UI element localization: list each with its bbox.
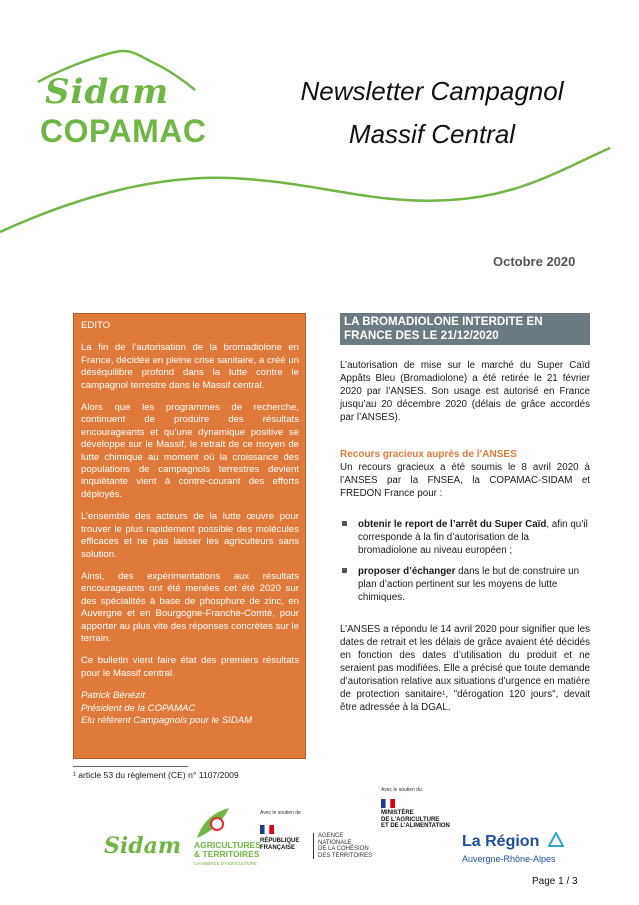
anct-line3: DE LA COHÉSION [318, 846, 369, 852]
ministere-agriculture-logo [381, 810, 450, 830]
article-paragraph-text: Un recours gracieux a été soumis le 8 avril 2020 à l’ANSES par la FNSEA, la COPAMAC-SIDAM et FREDON France pour : [340, 462, 590, 499]
footnote-divider [73, 766, 188, 767]
region-triangle-icon [548, 832, 564, 847]
bullet-text: dans le but de construire un plan d’action pertinent sur les moyens de lutte chimiques. [358, 566, 580, 603]
bullet-list [340, 518, 590, 612]
agri-line1: AGRICULTURES [194, 840, 261, 850]
sidam-logo: Sidam [45, 72, 170, 112]
article-paragraph-1 [340, 359, 590, 424]
agri-line2: & TERRITOIRES [194, 849, 260, 859]
agri-line3: CHAMBRES D'AGRICULTURE [194, 861, 257, 866]
edito-heading: EDITO [81, 320, 111, 331]
article-paragraph-text: L’ANSES a répondu le 14 avril 2020 pour signifier que les dates de retrait et les délais de grâce avaient été décidés en fonction des dates d’utilisation du produit et ne seraient pas modifiées. Elle a précisé que toute demande d’autorisation relative aux situations d’urgence en matière de protection sanitaire¹, "dérogation 120 jours", devait être adressée à la DGAL. [340, 624, 590, 713]
rf-line2: FRANÇAISE [260, 844, 296, 851]
article-subheading: Recours gracieux auprès de l’ANSES [340, 449, 517, 460]
anct-line2: NATIONALE [318, 839, 352, 846]
anct-logo [313, 833, 372, 859]
signature-name: Patrick Bénézit [81, 690, 145, 702]
footnote: ¹ article 53 du règlement (CE) n° 1107/2009 [73, 770, 239, 780]
signature-role: Elu référent Campagnols pour le SIDAM [81, 714, 253, 726]
bullet-item [340, 565, 590, 604]
support-label: Avec le soutien du [381, 787, 422, 793]
rf-line1: RÉPUBLIQUE [260, 838, 300, 844]
min-line3: ET DE L'ALIMENTATION [381, 823, 450, 829]
region-subtitle: Auvergne-Rhône-Alpes [462, 854, 556, 864]
edito-paragraph: Ce bulletin vient faire état des premiers résultats pour le Massif central. [81, 655, 299, 679]
square-bullet-icon [342, 521, 347, 526]
edito-box [73, 313, 306, 759]
region-logo: La Région [462, 833, 540, 850]
copamac-logo: COPAMAC [40, 113, 207, 149]
edito-paragraph: Alors que les programmes de recherche, continuent de produire des résultats encourageants et qu’une dynamique positive se développe sur le Massif, le retrait de ce moyen de lutte chimique au moment où la croissance des populations de campagnols terrestres devient inquiétante vient à contre-courant des efforts déployés. [81, 402, 299, 500]
min-line2: DE L'AGRICULTURE [381, 816, 440, 823]
sidam-footer-logo: Sidam [104, 833, 182, 859]
republique-francaise-logo [260, 838, 299, 851]
article-banner: LA BROMADIOLONE INTERDITE EN FRANCE DES LE 21/12/2020 [340, 313, 590, 345]
edito-paragraph: L’ensemble des acteurs de la lutte œuvre pour trouver le plus rapidement possible des molécules efficaces et ne pas laisser les agriculteurs sans solution. [81, 511, 299, 560]
signature-title: Président de la COPAMAC [81, 702, 196, 714]
min-line1: MINISTÈRE [381, 810, 414, 816]
bullet-bold: obtenir le report de l’arrêt du Super Caïd [358, 519, 547, 530]
anct-line1: AGENCE [318, 833, 344, 839]
article-paragraph-3 [340, 623, 590, 714]
page-number: Page 1 / 3 [532, 876, 578, 887]
article-paragraph-2 [340, 461, 590, 500]
bullet-item [340, 518, 590, 557]
edito-paragraph: Ainsi, des expérimentations aux résultats encourageants ont été menées cet été 2020 sur des spécialités à base de phosphure de zinc, en Auvergne et en Bourgogne-Franche-Comté, pour apporter au plus vite des réponses concrètes sur le terrain. [81, 570, 299, 644]
chambres-agriculture-logo-icon [195, 806, 231, 840]
square-bullet-icon [342, 568, 347, 573]
french-flag-icon [260, 825, 274, 834]
issue-date: Octobre 2020 [493, 254, 576, 269]
newsletter-title-line1: Newsletter Campagnol [300, 76, 564, 106]
bullet-bold: proposer d’échanger [358, 566, 456, 577]
article-paragraph-text: L’autorisation de mise sur le marché du Super Caïd Appâts Bleu (Bromadiolone) a été retirée le 21 février 2020 par l’ANSES. Son usage est autorisé en France jusqu’au 20 décembre 2020 (délais de grâce accordés par l’ANSES). [340, 360, 590, 423]
support-label: Avec le soutien de [260, 810, 301, 816]
french-flag-icon [381, 799, 395, 808]
edito-paragraph: La fin de l’autorisation de la bromadiolone en France, décidée en pleine crise sanitaire, a créé un déséquilibre profond dans la lutte contre le campagnol terrestre dans le Massif central. [81, 342, 299, 391]
bullet-text: , afin qu’il corresponde à la fin d’autorisation de la bromadiolone au niveau européen ; [358, 519, 588, 556]
wave-line [0, 148, 610, 232]
newsletter-title-line2: Massif Central [348, 119, 516, 149]
chambres-agriculture-logo [194, 841, 261, 868]
anct-line4: DES TERRITOIRES [318, 852, 373, 859]
